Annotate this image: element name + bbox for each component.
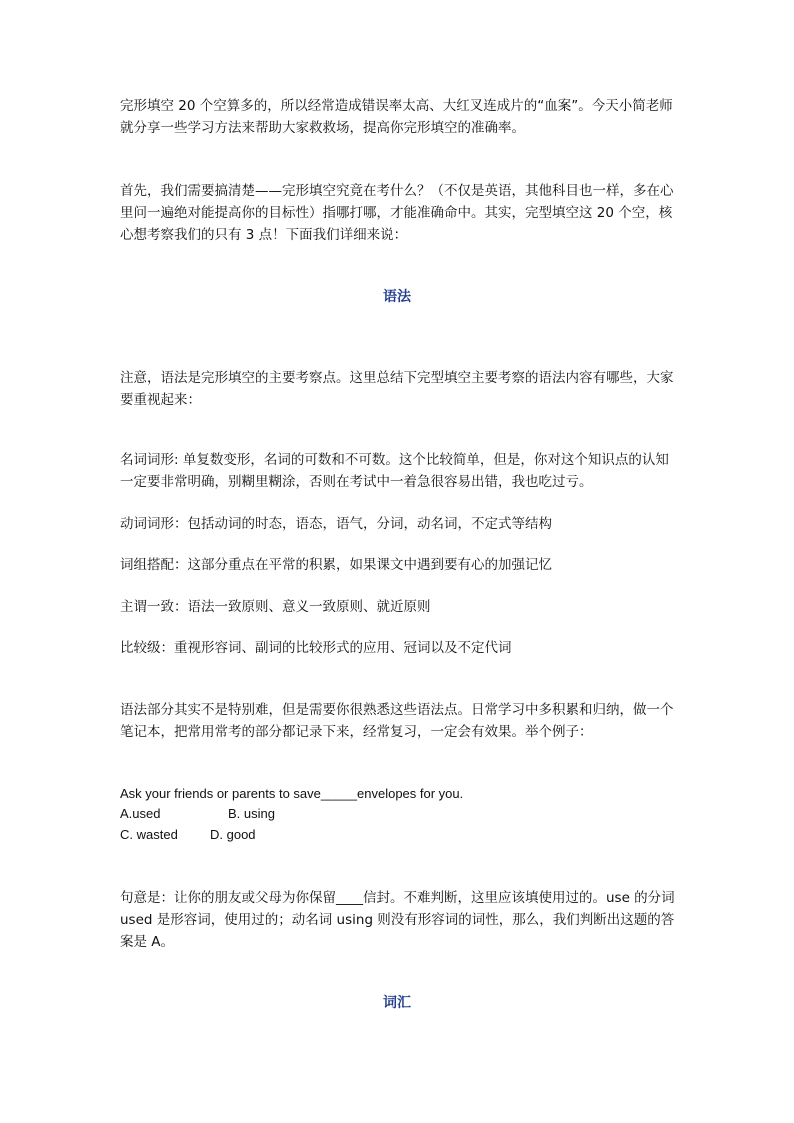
grammar-note-paragraph: 注意，语法是完形填空的主要考察点。这里总结下完型填空主要考察的语法内容有哪些，大家要重视起来： <box>120 370 674 408</box>
option-b: B. using <box>228 806 275 821</box>
options-row-1 <box>120 806 676 826</box>
example-sentence: Ask your friends or parents to save_____envelopes for you. <box>120 786 464 801</box>
collocation-paragraph: 词组搭配：这部分重点在平常的积累，如果课文中遇到要有心的加强记忆 <box>120 557 552 573</box>
option-d: D. good <box>210 827 256 842</box>
options-row-2 <box>120 827 676 847</box>
verb-forms-paragraph: 动词词形：包括动词的时态，语态，语气，分词，动名词，不定式等结构 <box>120 516 552 532</box>
comparison-paragraph: 比较级：重视形容词、副词的比较形式的应用、冠词以及不定代词 <box>120 640 512 656</box>
intro-paragraph-1: 完形填空 20 个空算多的，所以经常造成错误率太高、大红叉连成片的“血案”。今天小简老师就分享一些学习方法来帮助大家救救场，提高你完形填空的准确率。 <box>120 98 673 136</box>
option-c: C. wasted <box>120 827 178 842</box>
agreement-paragraph: 主谓一致：语法一致原则、意义一致原则、就近原则 <box>120 599 431 615</box>
option-a: A.used <box>120 806 161 821</box>
intro-paragraph-2: 首先，我们需要搞清楚——完形填空究竟在考什么？（不仅是英语，其他科目也一样，多在心里问一遍绝对能提高你的目标性）指哪打哪，才能准确命中。其实，完型填空这 20 个空，核心想考察我们的只有 3 点！下面我们详细来说： <box>120 183 674 243</box>
grammar-summary-paragraph: 语法部分其实不是特别难，但是需要你很熟悉这些语法点。日常学习中多积累和归纳，做一个笔记本，把常用常考的部分都记录下来，经常复习，一定会有效果。举个例子： <box>120 702 674 740</box>
section-heading-grammar: 语法 <box>383 289 411 305</box>
explanation-paragraph: 句意是：让你的朋友或父母为你保留____信封。不难判断，这里应该填使用过的。use 的分词 used 是形容词，使用过的；动名词 using 则没有形容词的词性，那么，我们判断出这题的答案是 A。 <box>120 890 675 950</box>
section-heading-vocabulary: 词汇 <box>383 995 411 1011</box>
noun-forms-paragraph: 名词词形: 单复数变形，名词的可数和不可数。这个比较简单，但是，你对这个知识点的认知一定要非常明确，别糊里糊涂，否则在考试中一着急很容易出错，我也吃过亏。 <box>120 452 669 490</box>
